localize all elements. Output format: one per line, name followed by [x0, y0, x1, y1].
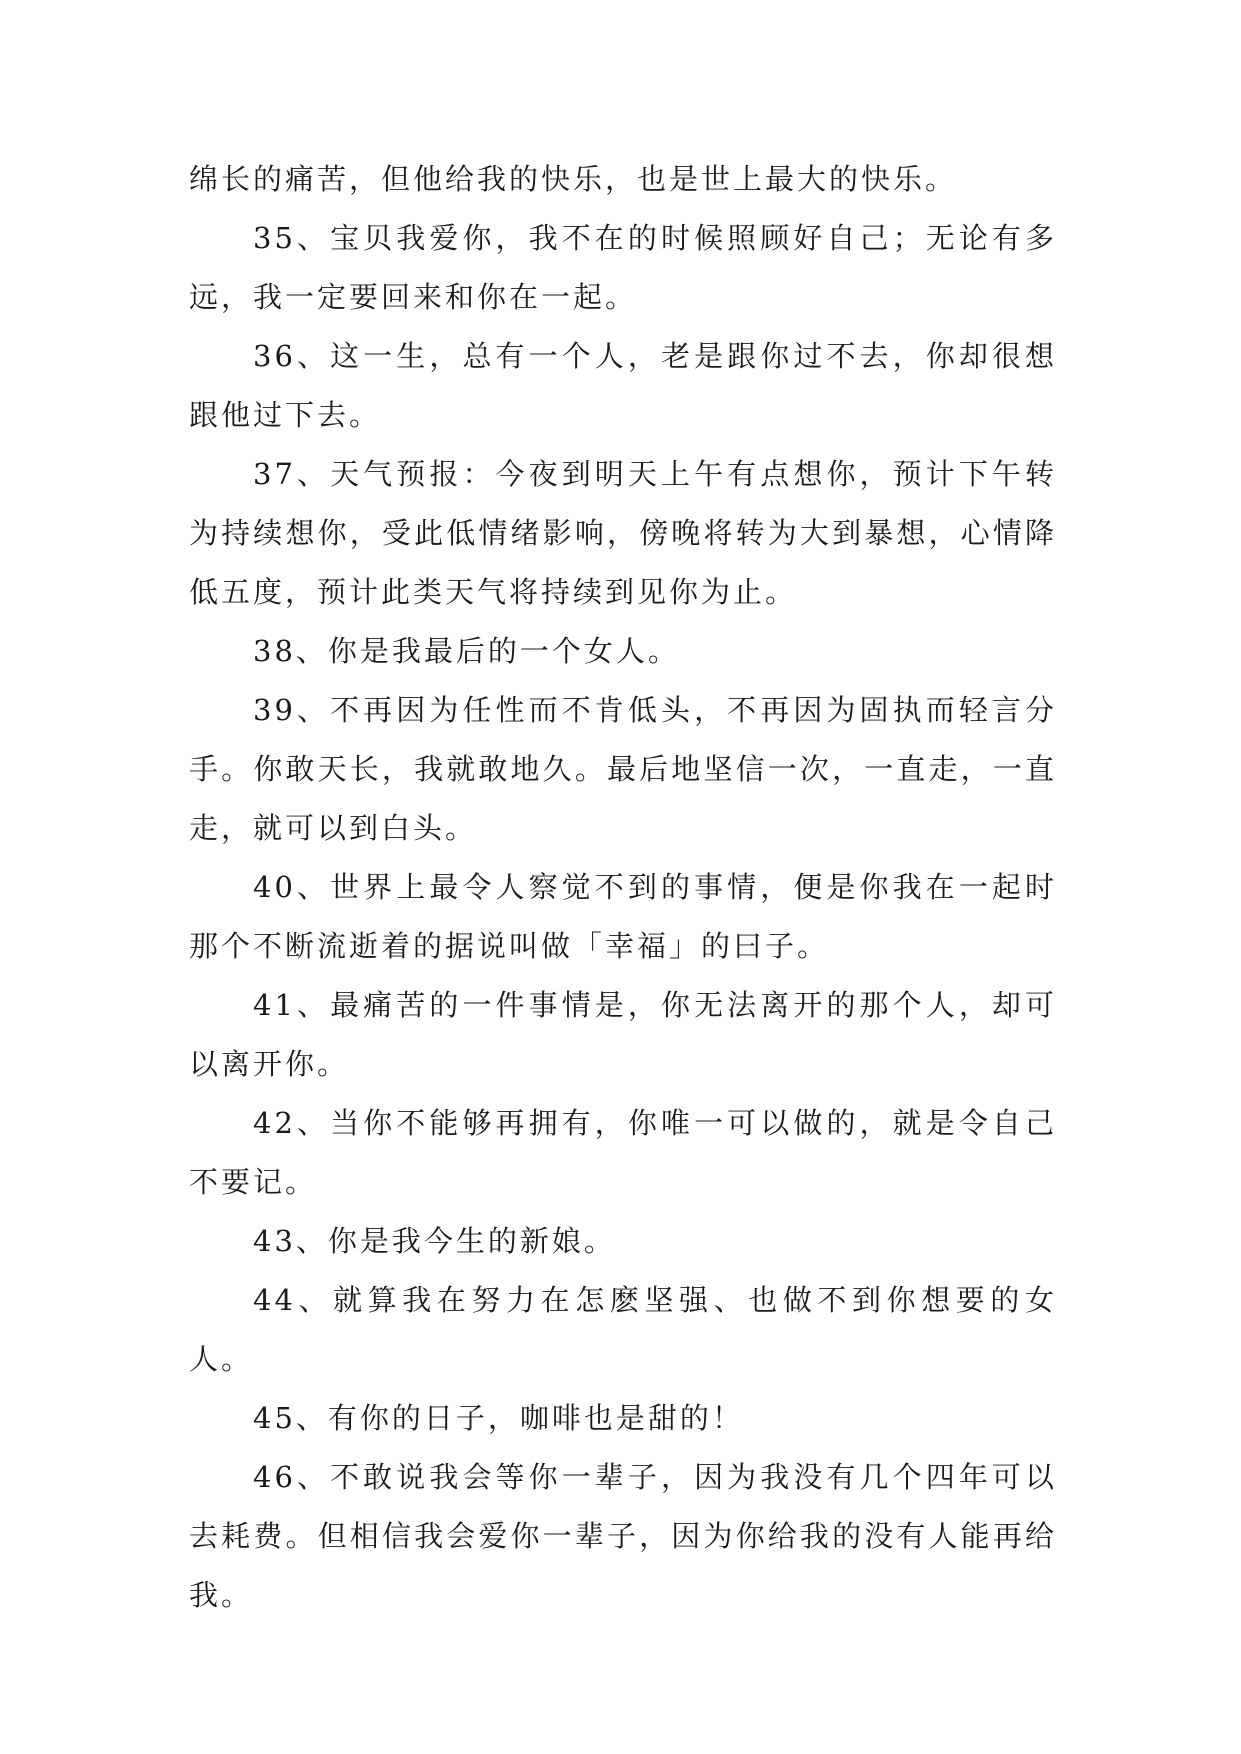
- paragraph-40: 40、世界上最令人察觉不到的事情，便是你我在一起时那个不断流逝着的据说叫做「幸福」的曰子。: [189, 870, 1057, 963]
- paragraph-39: 39、不再因为任性而不肯低头，不再因为固执而轻言分手。你敢天长，我就敢地久。最后地坚信一次，一直走，一直走，就可以到白头。: [189, 693, 1057, 845]
- paragraph-46: 46、不敢说我会等你一辈子，因为我没有几个四年可以去耗费。但相信我会爱你一辈子，因为你给我的没有人能再给我。: [189, 1460, 1057, 1612]
- paragraph-42: 42、当你不能够再拥有，你唯一可以做的，就是令自己不要记。: [189, 1106, 1057, 1199]
- paragraph-37: 37、天气预报：今夜到明天上午有点想你，预计下午转为持续想你，受此低情绪影响，傍晚将转为大到暴想，心情降低五度，预计此类天气将持续到见你为止。: [189, 457, 1057, 609]
- paragraph-45: 45、有你的日子，咖啡也是甜的！: [253, 1401, 744, 1435]
- paragraph-41: 41、最痛苦的一件事情是，你无法离开的那个人，却可以离开你。: [189, 988, 1057, 1081]
- paragraph-44: 44、就算我在努力在怎麽坚强、也做不到你想要的女人。: [189, 1283, 1057, 1376]
- paragraph-38: 38、你是我最后的一个女人。: [253, 634, 680, 668]
- paragraph-35: 35、宝贝我爱你，我不在的时候照顾好自己；无论有多远，我一定要回来和你在一起。: [189, 221, 1057, 314]
- paragraph-36: 36、这一生，总有一个人，老是跟你过不去，你却很想跟他过下去。: [189, 339, 1057, 432]
- document-body: [189, 150, 1057, 1625]
- paragraph-43: 43、你是我今生的新娘。: [253, 1224, 616, 1258]
- paragraph-continuation: 绵长的痛苦，但他给我的快乐，也是世上最大的快乐。: [189, 162, 958, 196]
